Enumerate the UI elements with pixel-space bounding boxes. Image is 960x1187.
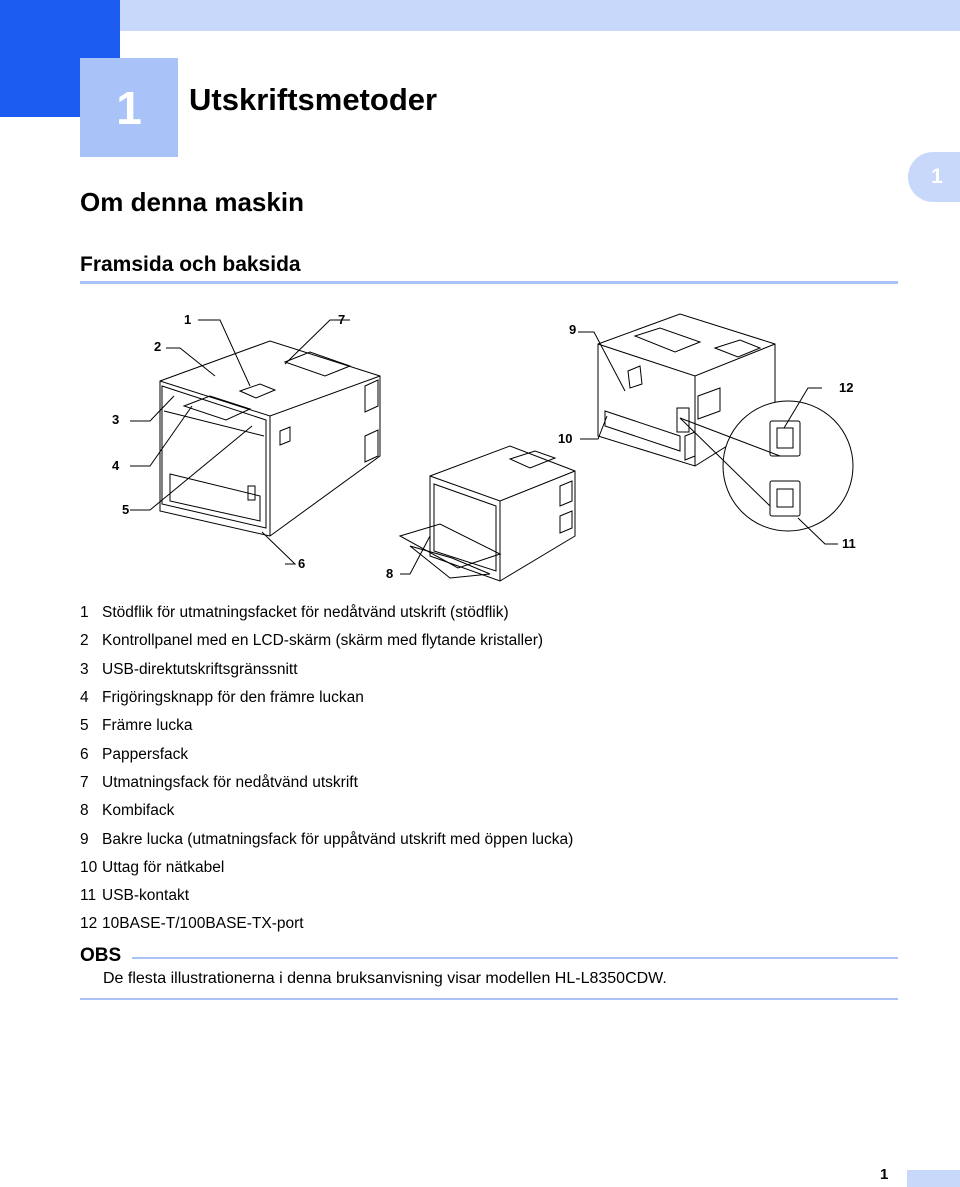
legend-text: 10BASE-T/100BASE-TX-port [102, 915, 304, 933]
header-band [0, 0, 960, 31]
legend-text: USB-kontakt [102, 887, 190, 905]
legend-text: Kombifack [102, 802, 175, 820]
legend-number: 5 [80, 717, 89, 735]
callout-7: 7 [338, 312, 346, 327]
note-title: OBS [80, 945, 122, 966]
legend-number: 10 [80, 858, 98, 876]
callout-6: 6 [298, 556, 306, 571]
legend-number: 1 [80, 604, 89, 622]
legend-number: 3 [80, 660, 89, 678]
legend-number: 9 [80, 830, 89, 848]
list-item [80, 854, 900, 882]
callout-10: 10 [558, 431, 573, 446]
legend-text: Uttag för nätkabel [102, 858, 225, 876]
list-item [80, 882, 900, 910]
legend-number: 6 [80, 745, 89, 763]
callout-3: 3 [112, 412, 120, 427]
section-rule [80, 281, 898, 284]
callout-2: 2 [154, 339, 162, 354]
legend-number: 7 [80, 773, 89, 791]
legend-number: 8 [80, 802, 89, 820]
list-item [80, 627, 900, 655]
callout-1: 1 [184, 312, 192, 327]
legend-number: 11 [80, 887, 97, 905]
list-item [80, 769, 900, 797]
list-item [80, 910, 900, 938]
note-rule [132, 957, 898, 959]
legend-number: 4 [80, 689, 89, 707]
list-item [80, 684, 900, 712]
section-subtitle: Framsida och baksida [80, 253, 301, 276]
middle-printer-drawing [400, 446, 575, 581]
footer-band [907, 1170, 960, 1187]
legend-text: USB-direktutskriftsgränssnitt [102, 660, 298, 678]
legend-text: Främre lucka [102, 717, 193, 735]
legend-list [80, 599, 900, 939]
legend-text: Utmatningsfack för nedåtvänd utskrift [102, 773, 358, 791]
list-item [80, 797, 900, 825]
chapter-title: Utskriftsmetoder [189, 82, 438, 117]
legend-text: Kontrollpanel med en LCD-skärm (skärm med flytande kristaller) [102, 632, 544, 650]
list-item [80, 825, 900, 853]
chapter-number: 1 [80, 58, 178, 157]
legend-text: Pappersfack [102, 745, 189, 763]
legend-text: Frigöringsknapp för den främre luckan [102, 689, 364, 707]
callout-8: 8 [386, 566, 394, 581]
legend-text: Bakre lucka (utmatningsfack för uppåtvänd utskrift med öppen lucka) [102, 830, 574, 848]
printer-illustration [80, 296, 900, 590]
list-item [80, 599, 900, 627]
callout-5: 5 [122, 502, 130, 517]
list-item [80, 740, 900, 768]
legend-number: 12 [80, 915, 98, 933]
list-item [80, 712, 900, 740]
legend-number: 2 [80, 632, 89, 650]
note-bottom-rule [80, 998, 898, 1000]
note-text: De flesta illustrationerna i denna bruksanvisning visar modellen HL-L8350CDW. [103, 970, 667, 987]
page-number: 1 [880, 1166, 889, 1183]
chapter-side-tab: 1 [908, 152, 960, 202]
callout-11: 11 [842, 536, 856, 551]
callout-4: 4 [112, 458, 120, 473]
callout-9: 9 [569, 322, 577, 337]
front-printer-drawing [160, 341, 380, 536]
callout-12: 12 [839, 380, 854, 395]
list-item [80, 656, 900, 684]
legend-text: Stödflik för utmatningsfacket för nedåtvänd utskrift (stödflik) [102, 604, 509, 622]
section-title: Om denna maskin [80, 187, 304, 217]
